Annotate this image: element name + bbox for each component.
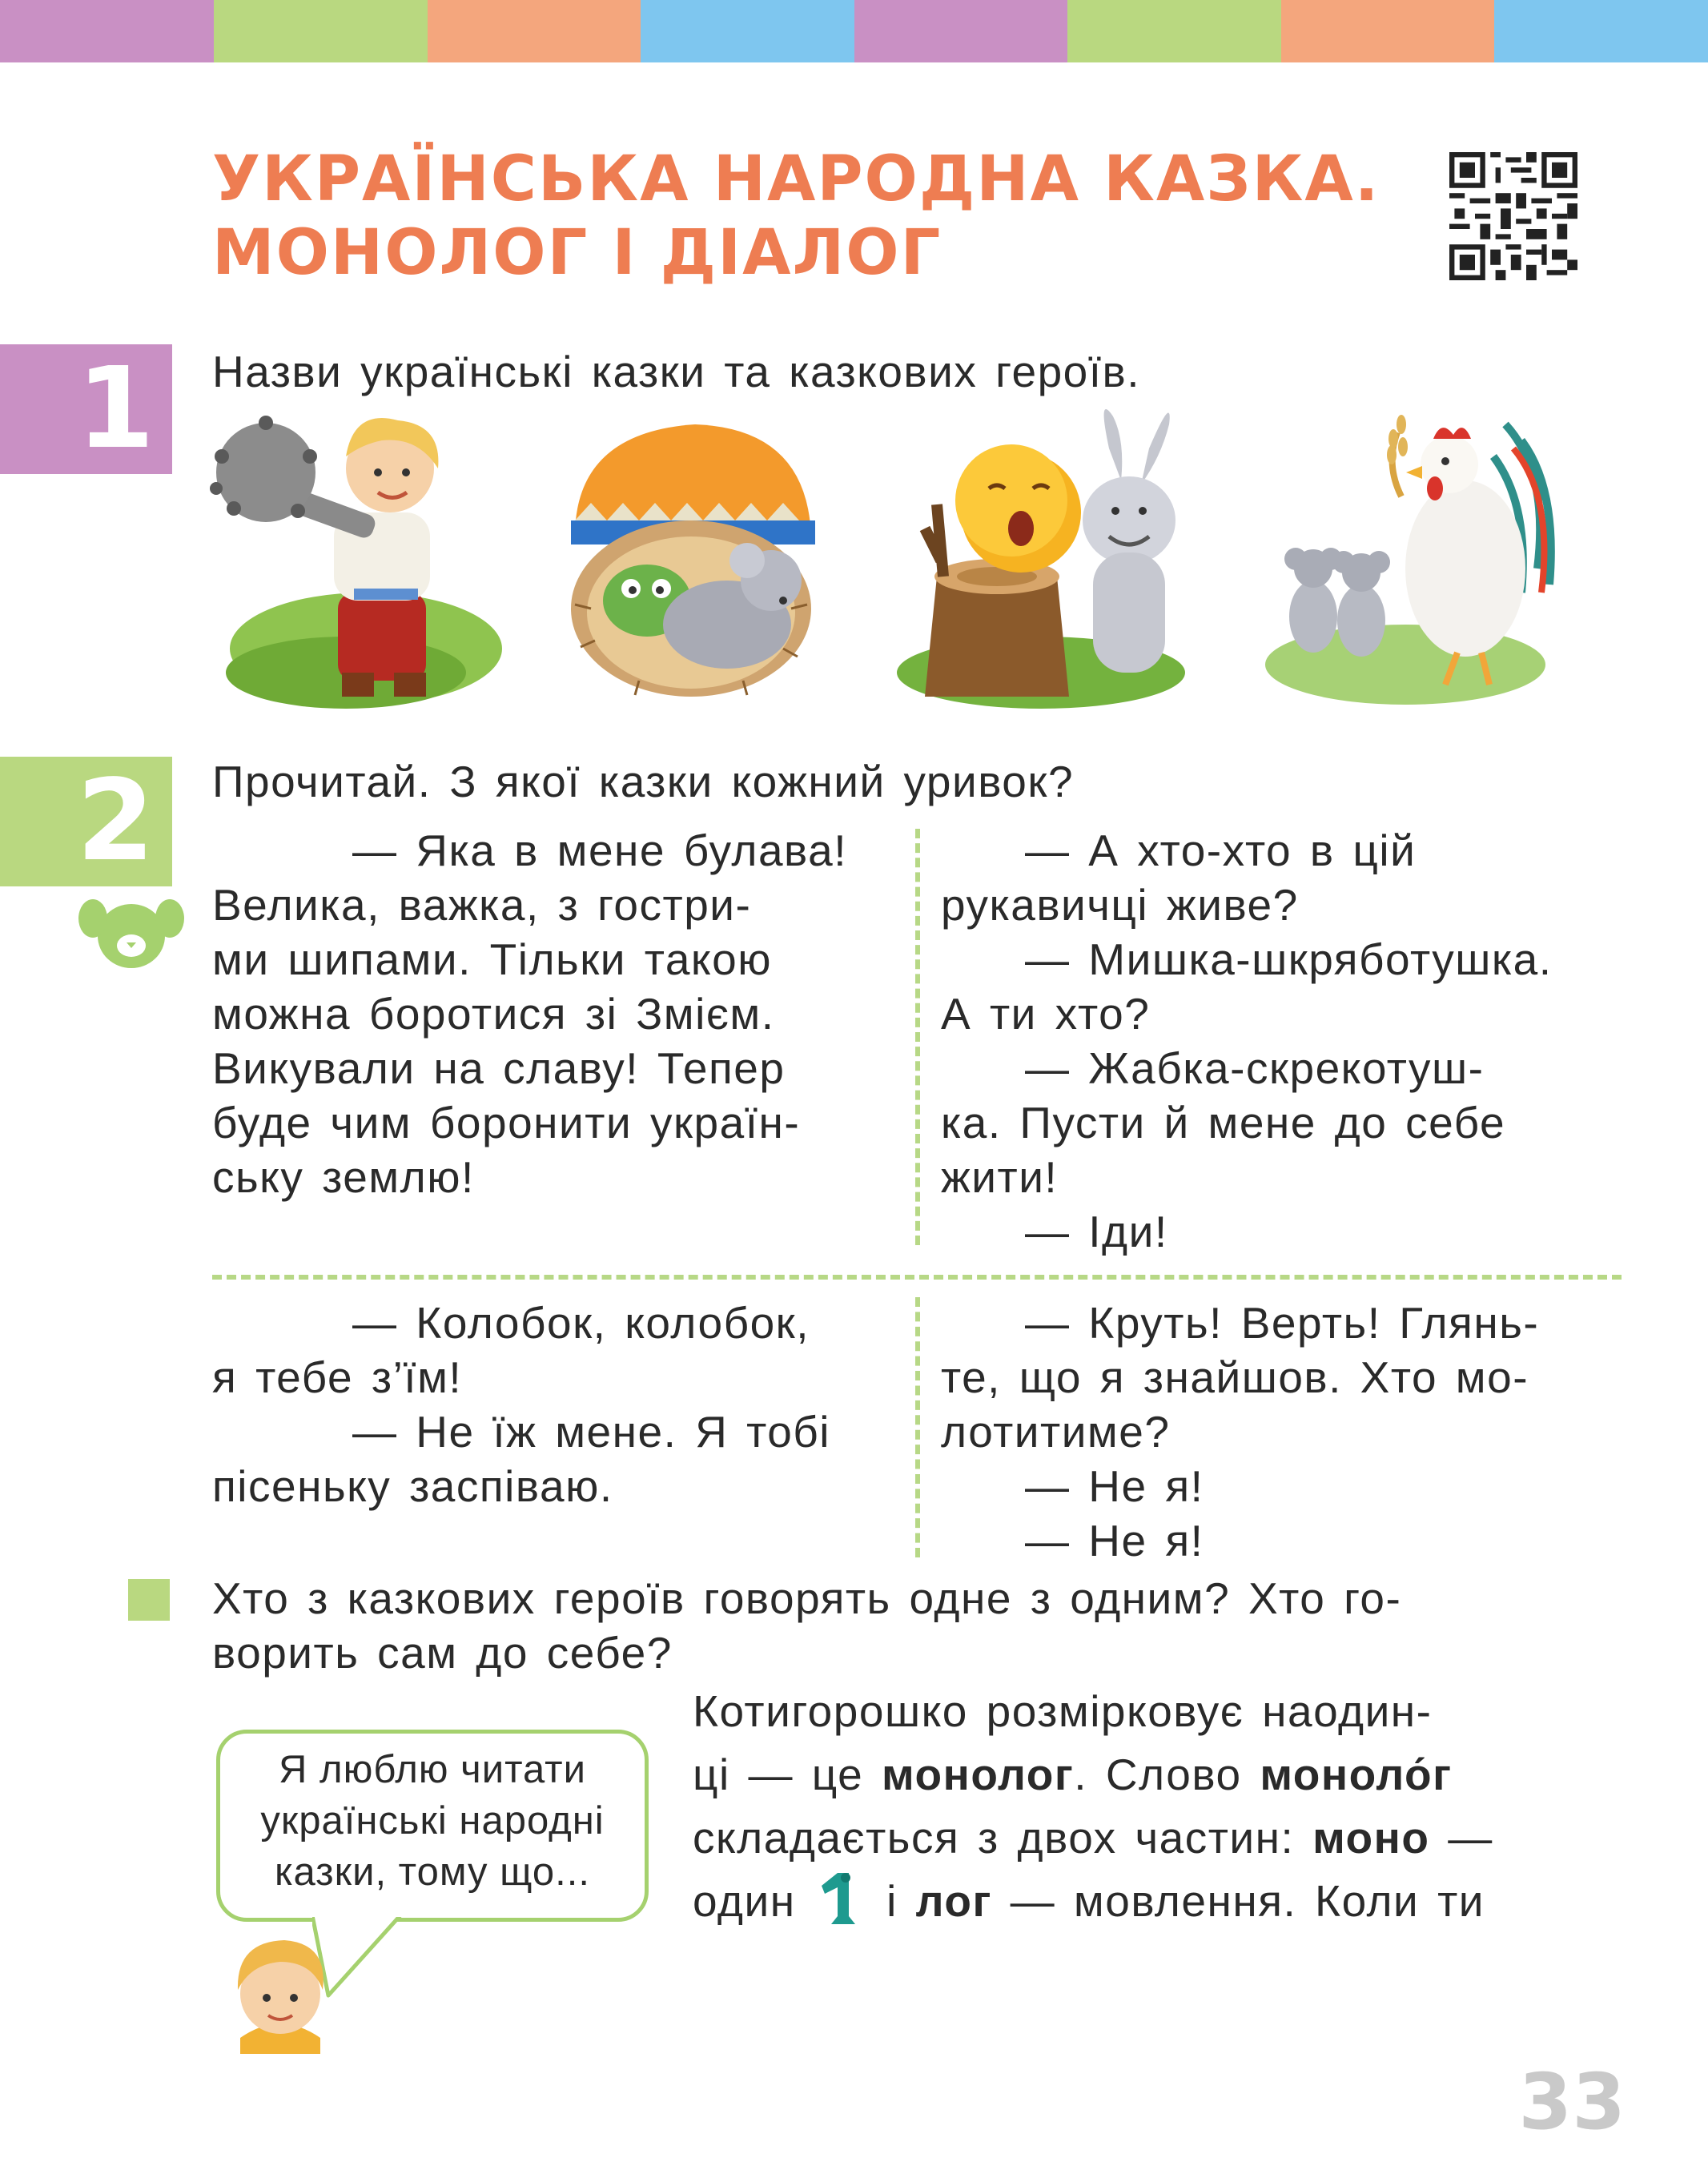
task1-text: Назви українські казки та казкових героїв. (212, 347, 1141, 396)
excerpt-line: — А хто-хто в цій (1025, 826, 1417, 875)
text-span: . Слово (1074, 1750, 1260, 1799)
task-number-label: 1 (76, 344, 155, 474)
monolog-line (693, 1806, 1493, 1870)
stripe (641, 0, 854, 62)
stripe (214, 0, 428, 62)
title-line-2: МОНОЛОГ І ДІАЛОГ (212, 217, 942, 289)
excerpt-line: рукавичці живе? (941, 880, 1299, 930)
mitten-with-animals-illustration (543, 408, 839, 713)
excerpt-line: А ти хто? (941, 989, 1151, 1039)
stripe (0, 0, 214, 62)
page-title (212, 143, 1380, 290)
excerpt-line: те, що я знайшов. Хто мо- (941, 1352, 1529, 1402)
excerpt-line: — Не я! (1025, 1516, 1204, 1565)
task2-text: Прочитай. З якої казки кожний уривок? (212, 757, 1075, 806)
monolog-paragraph (693, 1680, 1493, 1933)
task-number-label: 2 (76, 756, 155, 886)
excerpt-line: — Жабка-скрекотуш- (1025, 1043, 1485, 1093)
stripe (854, 0, 1067, 62)
task-number-1 (0, 344, 172, 474)
term-monolog-stressed: моноло́г (1260, 1750, 1453, 1799)
text-span: складається з двох частин: (693, 1813, 1313, 1863)
term-monolog: монолог (882, 1750, 1075, 1799)
excerpt-1 (212, 823, 847, 1204)
speech-bubble-text (224, 1744, 641, 1898)
term-log: лог (915, 1876, 992, 1926)
monolog-line: Котигорошко розмірковує наодин- (693, 1686, 1433, 1736)
excerpt-line: ка. Пусти й мене до себе (941, 1098, 1506, 1147)
bubble-line: Я люблю читати (279, 1748, 586, 1791)
excerpt-line: — Мишка-шкряботушка. (1025, 934, 1553, 984)
text-span: — мовлення. Коли ти (991, 1876, 1485, 1926)
page-number: 33 (1518, 2057, 1626, 2147)
excerpt-line: буде чим боронити україн- (212, 1098, 801, 1147)
bubble-line: українські народні (260, 1799, 605, 1842)
stripe (428, 0, 641, 62)
stripe (1281, 0, 1494, 62)
monolog-line (693, 1743, 1493, 1806)
excerpt-line: можна боротися зі Змієм. (212, 989, 775, 1039)
excerpt-line: ську землю! (212, 1152, 475, 1202)
excerpt-line: — Іди! (1025, 1207, 1168, 1256)
bubble-line: казки, тому що... (274, 1850, 591, 1894)
rooster-and-mice-illustration (1265, 408, 1561, 713)
excerpt-line: — Не я! (1025, 1461, 1204, 1511)
title-line-1: УКРАЇНСЬКА НАРОДНА КАЗКА. (212, 143, 1380, 215)
term-mono: моно (1312, 1813, 1430, 1863)
text-span: — (1429, 1813, 1493, 1863)
question-line: ворить сам до себе? (212, 1628, 673, 1678)
green-square-icon (128, 1579, 170, 1621)
excerpt-line: лотитиме? (941, 1407, 1171, 1457)
horizontal-divider (212, 1275, 1622, 1280)
excerpt-line: Велика, важка, з гостри- (212, 880, 752, 930)
vertical-divider (915, 829, 920, 1245)
stripe (1494, 0, 1708, 62)
excerpt-line: — Яка в мене булава! (352, 826, 848, 875)
question-line: Хто з казкових героїв говорять одне з одним? Хто го- (212, 1573, 1402, 1623)
excerpt-line: — Колобок, колобок, (352, 1298, 810, 1348)
excerpt-3 (212, 1296, 830, 1513)
boy-avatar-illustration (220, 1918, 340, 2054)
excerpt-line: жити! (941, 1152, 1059, 1202)
task2-question (212, 1571, 1401, 1680)
excerpt-line: пісеньку заспіваю. (212, 1461, 613, 1511)
excerpt-line: я тебе з’їм! (212, 1352, 463, 1402)
text-span: і (868, 1876, 916, 1926)
task-number-2 (0, 757, 172, 886)
text-span: один (693, 1876, 814, 1926)
vertical-divider (915, 1297, 920, 1557)
text-span: ці — це (693, 1750, 882, 1799)
boy-with-mace-illustration (210, 408, 506, 713)
number-one-figure-icon (814, 1870, 868, 1927)
excerpt-line: ми шипами. Тільки такою (212, 934, 772, 984)
qr-code-icon[interactable] (1449, 152, 1577, 280)
excerpt-line: — Не їж мене. Я тобі (352, 1407, 831, 1457)
dog-head-icon (78, 893, 184, 970)
monolog-line (693, 1870, 1493, 1933)
excerpt-line: — Круть! Верть! Глянь- (1025, 1298, 1540, 1348)
kolobok-and-hare-illustration (893, 408, 1189, 713)
excerpt-line: Викували на славу! Тепер (212, 1043, 786, 1093)
excerpt-4 (941, 1296, 1539, 1568)
stripe (1067, 0, 1281, 62)
excerpt-2 (941, 823, 1553, 1259)
